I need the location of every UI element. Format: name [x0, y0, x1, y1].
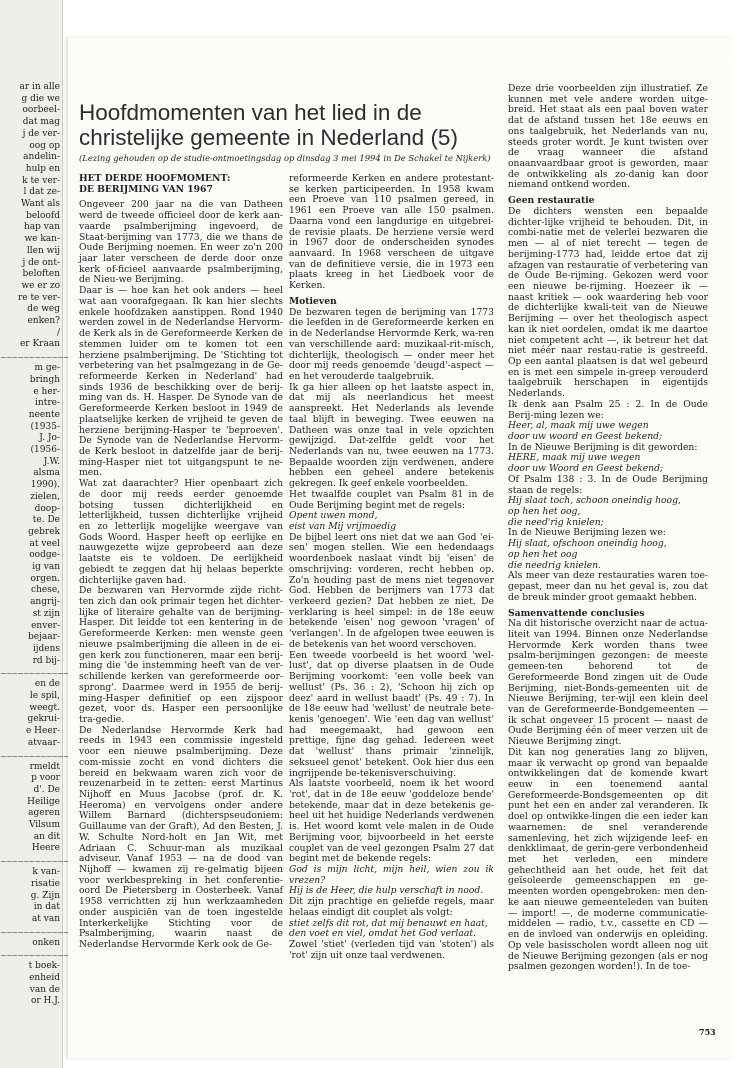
quoted-verse-line: God is mijn licht, mijn heil, wien zou ik vrezen?	[289, 864, 494, 886]
previous-page-line: at veel	[29, 538, 60, 549]
previous-page-line: in dat	[33, 902, 60, 913]
previous-page-line: k te ver-	[22, 175, 60, 186]
body-paragraph: Wat zat daarachter? Hier openbaart zich de door mij reeds eerder genoemde botsing tussen dichterlijkheid en letterlijkheid, tussen dichterlijke vrijheid en zo letterlijk mogelijke weergave van Gods Woord. Hasper heeft op eerlijke en nauwgezette wijze geprobeerd aan deze laatste eis te voldoen. De eerlijkheid gebiedt te zeggen dat hij helaas beperkte dichterlijke gaven had.	[79, 478, 283, 586]
previous-page-line: risatie	[31, 878, 60, 889]
previous-page-line: enken?	[27, 316, 60, 326]
previous-page-line: J. Jo-	[39, 433, 60, 444]
quoted-verse-line: Heer, al, maak mij uwe wegen	[508, 420, 649, 432]
previous-page-line: le spil,	[29, 691, 60, 701]
body-paragraph: De Nederlandse Hervormde Kerk had reeds in 1943 een commissie ingesteld voor een nieuwe psalmberijming. Deze com-missie zocht en vond dichters die bereid en bekwaam waren zich voor de reuzenarbeid in te zetten: eerst Martinus Nijhoff en Muus Jacobse (prof. dr. K. Heeroma) en vervolgens onder andere Willem Barnard (dichterspseudoniem: Guillaume van der Graft), Ad den Besten, J. W. Schulte Nord-holt en Jan Wit, met Adriaan C. Schuur-man als muzikaal adviseur. Vanaf 1953 — na de dood van Nijhoff — kwamen zij re-gelmatig bijeen voor werkbespreking in het conferentie-oord De Pietersberg in Oosterbeek. Vanaf 1958 verrichtten zij hun werkzaamheden onder auspiciën van de toen ingestelde Interkerkelijke Stichting voor de Psalmberijming, waarin naast de Nederlandse Hervormde Kerk ook de Ge-	[79, 724, 283, 951]
previous-page-line: 1990).	[30, 480, 60, 491]
body-paragraph: Of Psalm 138 : 3. In de Oude Berijming staan de regels:	[508, 473, 708, 496]
previous-page-line: bringh	[29, 374, 60, 385]
section-heading: Motieven	[289, 295, 337, 307]
quoted-verse-line: stiet zelfs dit rot, dat mij benauwt en haat,	[289, 917, 488, 929]
body-paragraph: Daar is — hoe kan het ook anders — heel wat aan voorafgegaan. Ik kan hier slechts enkele hoofdzaken aanstippen. Rond 1940 werden zowel in de Nederlandse Hervorm-de Kerk als in de Gereformeerde Kerken de stemmen luider om te komen tot een herziene psalmberijming. De 'Stichting tot verbetering van het psalmgezang in de Ge-reformeerde Kerken in Nederland' had sinds 1936 de beschikking over de berij-ming van ds. H. Hasper. De Synode van de Gereformeerde Kerken besloot in 1949 de plaatselijke kerken de vrijheid te geven de herziene berijming-Hasper te 'beproeven'. De Synode van de Nederlandse Hervorm-de Kerk besloot in datzelfde jaar de berij-ming-Hasper niet tot uitgangspunt te ne-men.	[79, 285, 283, 479]
previous-page-line: er Kraan	[19, 339, 60, 350]
body-paragraph: Zowel 'stiet' (verleden tijd van 'stoten') als 'rot' zijn uit onze taal verdwenen.	[289, 939, 494, 961]
separator-wave: ~~~~~~~~~~~~	[0, 951, 69, 961]
body-paragraph: De bezwaren van Hervormde zijde richt-ten zich dan ook primair tegen het dichter-lijke of literaire gehalte van de berijming-Hasper. Dit leidde tot een kentering in de Gereformeerde Kerken: men wenste geen nieuwe psalmberijming die alleen in de ei-gen kerk zou functioneren, maar een berij-ming die 'de instemming heeft van de ver-schillende kerken van gereformeerde oor-sprong'. Daarmee werd in 1955 de berij-ming-Hasper definitief op een zijspoor gezet, voor ds. Hasper een persoonlijke tra-gedie.	[79, 585, 283, 725]
previous-page-line: ar in alle	[19, 82, 60, 92]
previous-page-line: st zijn	[32, 608, 60, 619]
quoted-verse-line: den voet en viel, omdat het God verlaat.	[289, 928, 476, 940]
previous-page-line: at van	[31, 913, 60, 924]
previous-page-line: Want als	[21, 199, 60, 209]
quoted-verse-line: Hij is de Heer, die hulp verschaft in nood.	[289, 885, 484, 897]
previous-page-line: andelin-	[23, 152, 60, 163]
previous-page-line: oodge-	[29, 550, 60, 561]
previous-page-line: orgen.	[30, 573, 60, 584]
previous-page-line: we kan-	[24, 234, 60, 245]
separator-wave: ~~~~~~~~~~~~	[0, 857, 69, 867]
previous-page-line: hap van	[23, 222, 60, 233]
previous-page-line: /	[56, 327, 60, 338]
separator-wave: ~~~~~~~~~~~~	[0, 353, 69, 363]
section-heading: HET DERDE HOOFMOMENT:	[79, 173, 231, 184]
body-paragraph: Als meer van deze restauraties waren toe-gepast, meer dan nu het geval is, zou dat de breuk minder groot gemaakt hebben.	[508, 570, 708, 603]
previous-page-line: zielen,	[30, 491, 60, 502]
previous-page-line: we er zo	[21, 280, 60, 291]
article-column-1	[79, 174, 283, 951]
previous-page-line: hulp en	[25, 163, 60, 174]
body-paragraph: Dit zijn prachtige en geliefde regels, maar helaas eindigt dit couplet als volgt:	[289, 896, 494, 918]
previous-page-line: angrij-	[30, 597, 60, 608]
body-paragraph: Ongeveer 200 jaar na die van Datheen werd de tweede officieel door de kerk aan-vaarde psalmberijming ingevoerd, de Staat-berijming van 1773, die we thans de Oude Berijming noemen. En weer zo'n 200 jaar later verscheen de derde door onze kerk of-ficieel aanvaarde psalmberijming, de Nieu-we Berijming.	[79, 199, 283, 286]
previous-page-line: k van-	[32, 867, 60, 878]
body-paragraph: Dit kan nog generaties lang zo blijven, maar ik verwacht op grond van bepaalde ontwikkelingen dat de komende kwart eeuw in een toenemend aantal Gereformeerde-Bondsgemeenten op dit punt het een en ander zal veranderen. Ik doel op ontwikke-lingen die een ieder kan waarnemen: de snel veranderende samenleving, het zich wijzigende leef- en denkklimaat, de gerin-gere verbondenheid met het verleden, een mindere gehechtheid aan het oude, het feit dat geïsoleerde gemeenschappen en ge-meenten worden opengebroken: men den-ke aan nieuwe gemeenteleden van buiten — import! —, de moderne communicatie-middelen — radio, t.v., cassette en CD — en de invloed van onderwijs en opleiding. Op vele basisscholen wordt alleen nog uit de Nieuwe Berijming gezongen (als er nog psalmen gezongen worden!). In de toe-	[508, 746, 708, 973]
previous-page-line: Heere	[31, 843, 60, 854]
previous-page-line: l dat ze-	[23, 187, 60, 198]
previous-page-line: de weg	[27, 304, 60, 315]
quoted-verse-line: op hen het oog	[508, 548, 578, 560]
quoted-verse-line: door uw Woord en Geest bekend;	[508, 463, 664, 475]
previous-page-line: e her-	[33, 386, 60, 397]
previous-page-line: atvaar-	[27, 737, 60, 748]
section-heading: Samenvattende conclusies	[508, 607, 645, 619]
previous-page-line: gekrui-	[27, 714, 60, 725]
section-heading: DE BERIJMING VAN 1967	[79, 183, 213, 195]
previous-page-line: (1935-	[30, 421, 60, 432]
body-paragraph: In de Nieuwe Berijming lezen we:	[508, 527, 666, 539]
previous-page-line: ig van	[32, 562, 60, 572]
article-subtitle: (Lezing gehouden op de studie-ontmoetingsdag op dinsdag 3 mei 1994 in De Schakel te Nijkerk)	[79, 153, 491, 163]
previous-page-line: g die we	[21, 93, 60, 104]
quoted-verse-line: op hen het oog,	[508, 506, 581, 518]
previous-page-line: oorbeel-	[22, 105, 60, 116]
quoted-verse-line: Opent uwen mond,	[289, 510, 378, 522]
previous-page-line: (1956-	[30, 445, 60, 455]
section-heading: Geen restauratie	[508, 195, 595, 207]
previous-page-line: J.W.	[43, 456, 60, 467]
previous-page-edge	[0, 0, 69, 1068]
previous-page-line: oog op	[29, 140, 60, 151]
body-paragraph: Na dit historische overzicht naar de actua-liteit van 1994. Binnen onze Nederlandse Hervormde Kerk worden thans twee psalm-berijmingen gezongen: de meeste gemeen-ten behorend tot de Gereformeerde Bond zingen uit de Oude Berijming, niet-Bonds-gemeenten uit de Nieuwe Berijming, ter-wijl een klein deel van de Gereformeerde-Bondgemeenten — ik schat ongeveer 15 procent — naast de Oude Berijming één of meer verzen uit de Nieuwe Berijming zingt.	[508, 618, 708, 748]
previous-page-line: bejaar-	[28, 632, 60, 643]
previous-page-line: rd bij-	[32, 655, 60, 666]
previous-page-line: enheid	[29, 973, 60, 983]
body-paragraph: In de Nieuwe Berijming is dit geworden:	[508, 441, 698, 453]
previous-page-line: t boek-	[28, 961, 60, 972]
previous-page-line: ijdens	[32, 643, 60, 654]
body-paragraph: Een tweede voorbeeld is het woord 'wel-lust', dat op diverse plaatsen in de Oude Berijming voorkomt: 'een volle beek van wellust' (Ps. 36 : 2), 'Schoon hij zich op deez' aard in wellust baadt' (Ps. 49 : 7). In de 18e eeuw had 'wellust' de neutrale bete-kenis 'genoegen'. Wie 'een dag van wellust' had meegemaakt, had gewoon een prettige, fijne dag gehad. Iedereen weet dat 'wellust' thans primair 'zinnelijk, seksueel genot' betekent. Ook hier dus een ingrijpende be-tekenisverschuiving.	[289, 649, 494, 779]
previous-page-line: llen wij	[26, 245, 60, 256]
previous-page-line: or H.J.	[30, 996, 60, 1007]
body-paragraph: Ik ga hier alleen op het laatste aspect in, dat mij als neerlandicus het meest aanspreekt. Het Nederlands als levende taal blijft in beweging. Twee eeuwen na Datheen was onze taal in vele opzichten gewijzigd. Dat-zelfde geldt voor het Nederlands van nu, twee eeuwen na 1773. Bepaalde woorden zijn verdwenen, andere hebben een geheel andere betekenis gekregen. Ik geef enkele voorbeelden.	[289, 381, 494, 490]
body-paragraph: Als laatste voorbeeld, noem ik het woord 'rot', dat in de 18e eeuw 'goddeloze bende' betekende, maar dat in deze betekenis ge-heel uit het huidige Nederlands verdwenen is. Het woord komt vele malen in de Oude Berijming voor, bijvoorbeeld in het eerste couplet van de veel gezongen Psalm 27 dat begint met de bekende regels:	[289, 778, 494, 865]
previous-page-line: weegt.	[29, 702, 60, 713]
quoted-verse-line: die need'rig knielen;	[508, 516, 604, 528]
previous-page-line: j de ver-	[22, 128, 60, 139]
previous-page-line: beloofd	[26, 210, 60, 221]
body-paragraph: De bezwaren tegen de berijming van 1773 die leefden in de Gereformeerde kerken en in de Nederlandse Hervormde Kerk, wa-ren van verschillende aard: muzikaal-rit-misch, dichterlijk, theologisch — onder meer het door mij reeds genoemde 'deugd'-aspect — en het verouderde taalgebruik.	[289, 306, 494, 382]
previous-page-line: doop-	[34, 503, 60, 514]
previous-page-line: re te ver-	[17, 292, 60, 303]
previous-page-line: g. Zijn	[30, 890, 60, 901]
body-paragraph: reformeerde Kerken en andere protestant-se kerken participeerden. In 1958 kwam een Proeve van 110 psalmen gereed, in 1961 een Proeve van alle 150 psalmen. Daarna vond een langdurige en uitgebrei-de revisie plaats. De herziene versie werd in 1967 door de onderscheiden synodes aanvaard. In 1968 verscheen de uitgave van de definitieve versie, die in 1973 een plaats kreeg in het Liedboek voor de Kerken.	[289, 173, 494, 292]
separator-wave: ~~~~~~~~~~~~	[0, 669, 69, 679]
previous-page-line: d'. De	[33, 784, 60, 795]
previous-page-line: ageren	[28, 808, 60, 819]
previous-page-line: j de ont-	[22, 257, 60, 268]
body-paragraph: De dichters wensten een bepaalde dichter-lijke vrijheid te behouden. Dit, in combi-natie met de velerlei bezwaren die men — al of niet terecht — tegen de berijming-1773 had, leidde ertoe dat zij afzagen van restauratie of verbetering van de Oude Be-rijming. Gekozen werd voor een nieuwe be-rijming. Hoezeer ik — naast kritiek — ook waardering heb voor de dichterlijke kwali-teit van de Nieuwe Berijming — over het theologisch aspect kan ik niet oordelen, omdat ik me daartoe niet competent acht —, ik betreur het dat niet méér naar restau-ratie is gestreefd. Op een aantal plaatsen is dat wel gebeurd en is met een simpele in-greep verouderd taalgebruik herschapen in eigentijds Nederlands.	[508, 205, 708, 400]
separator-wave: ~~~~~~~~~~~~	[0, 751, 69, 761]
article-title: Hoofdmomenten van het lied in de christelijke gemeente in Nederland (5)	[79, 100, 458, 150]
body-paragraph: Ik denk aan Psalm 25 : 2. In de Oude Berij-ming lezen we:	[508, 398, 708, 421]
previous-page-line: en de	[34, 679, 60, 690]
previous-page-line: an dit	[33, 831, 60, 842]
previous-page-line: intre-	[35, 398, 60, 409]
article-column-3	[508, 84, 708, 973]
previous-page-line: Vilsum	[28, 820, 60, 830]
previous-page-line: p voor	[31, 773, 60, 784]
previous-page-line: chese,	[31, 585, 60, 596]
quoted-verse-line: HERE, maak mij uwe wegen	[508, 452, 641, 464]
previous-page-line: enver-	[31, 620, 60, 631]
previous-page-line: dat mag	[22, 117, 60, 128]
previous-page-line: onken	[32, 937, 60, 948]
previous-page-line: neente	[28, 409, 60, 420]
quoted-verse-line: die needrig knielen.	[508, 559, 602, 571]
previous-page-line: te. De	[32, 515, 60, 526]
body-paragraph: Het twaalfde couplet van Psalm 81 in de Oude Berijming begint met de regels:	[289, 488, 494, 511]
previous-page-line: van de	[29, 984, 60, 995]
previous-page-line: gebrek	[28, 526, 60, 537]
previous-page-line: Heilige	[27, 796, 60, 807]
quoted-verse-line: eist van Mij vrijmoedig	[289, 521, 397, 532]
previous-page-line: m ge-	[34, 363, 60, 374]
body-paragraph: Deze drie voorbeelden zijn illustratief. Ze kunnen met vele andere worden uitge-breid. Het staat als een paal boven water dat de afstand tussen het 18e eeuws en ons taalgebruik, het Nederlands van nu, steeds groter wordt. Je kunt twisten over de vraag wanneer die afstand onaanvaardbaar groot is geworden, maar de ontwikkeling als zo-danig kan door niemand ontkend worden.	[508, 83, 708, 191]
page-number: 753	[699, 1027, 716, 1037]
separator-wave: ~~~~~~~~~~~~	[0, 927, 69, 937]
previous-page-line: e Heer-	[25, 726, 60, 737]
body-paragraph: De bijbel leert ons niet dat we aan God 'ei-sen' mogen stellen. Wie een hedendaags woordenboek naslaat vindt bij 'eisen' de omschrijving: vorderen, recht hebben op. Zo'n houding past de mens niet tegenover God. Hebben de berijmers van 1773 dat verkeerd gezien? Dat hebben ze niet. De verklaring is heel simpel: in de 18e eeuw betekende 'eisen' nog gewoon 'vragen' of 'verlangen'. In de afgelopen twee eeuwen is de betekenis van het woord verschoven.	[289, 531, 494, 650]
previous-page-line: beloften	[22, 269, 60, 280]
previous-page-line: rmeldt	[29, 761, 60, 772]
quoted-verse-line: Hij slaat, ofschoon oneindig hoog,	[508, 538, 667, 550]
previous-page-line: alsma	[33, 468, 60, 479]
quoted-verse-line: Hij slaat toch, schoon oneindig hoog,	[508, 495, 681, 507]
article-column-2	[289, 174, 494, 961]
quoted-verse-line: door uw woord en Geest bekend;	[508, 431, 663, 442]
